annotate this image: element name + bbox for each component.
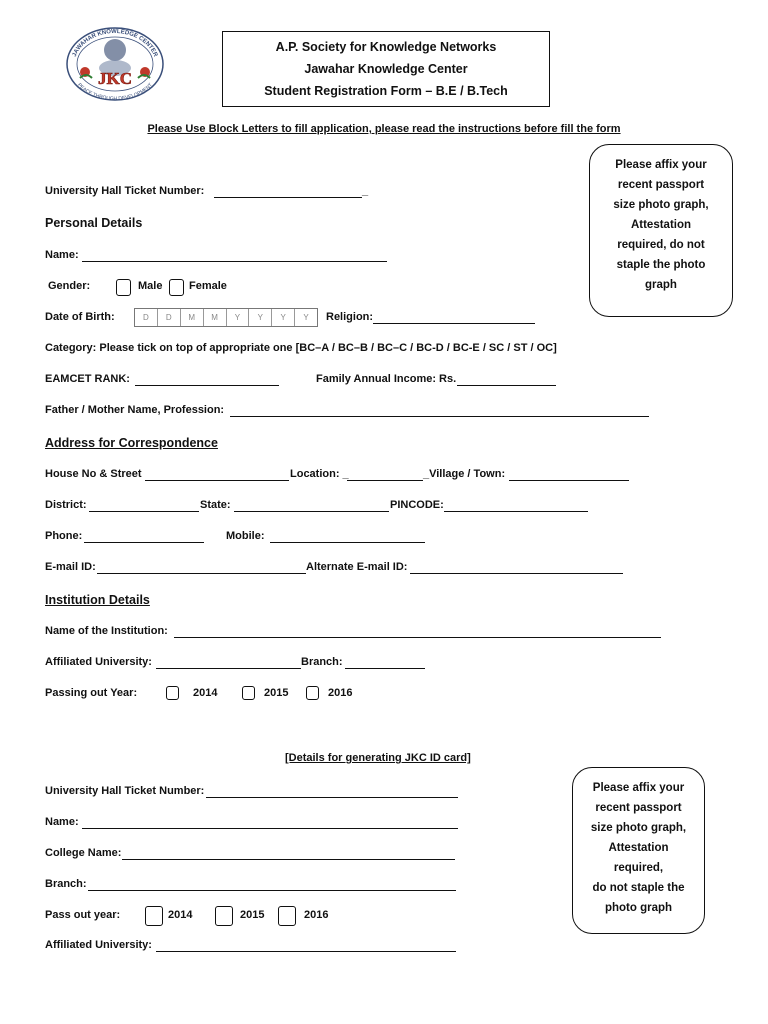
- title-center: Jawahar Knowledge Center: [304, 62, 468, 76]
- parent-label: Father / Mother Name, Profession:: [45, 404, 225, 416]
- dob-field[interactable]: [134, 308, 318, 327]
- photo-box-1: [589, 144, 733, 317]
- phone-field[interactable]: [84, 542, 204, 543]
- eamcet-label: EAMCET RANK:: [45, 373, 130, 385]
- village-field[interactable]: [509, 480, 629, 481]
- institution-name-field[interactable]: [174, 637, 661, 638]
- state-label: State:: [200, 499, 231, 511]
- photo-box-2-line: Attestation: [608, 842, 669, 854]
- location-label: Location: _: [290, 468, 349, 480]
- dob-cell[interactable]: D: [135, 309, 158, 326]
- photo-box-1-line: required, do not: [617, 239, 705, 251]
- dob-cell[interactable]: D: [158, 309, 181, 326]
- dob-cell[interactable]: Y: [303, 313, 309, 322]
- logo-arc-bottom: PEACE THROUGH DEVELOPMENT: [76, 82, 154, 102]
- passing-2015-label: 2015: [264, 687, 289, 699]
- photo-box-1-line: staple the photo: [616, 259, 706, 271]
- pincode-label: PINCODE:: [390, 499, 444, 511]
- photo-box-2-line: recent passport: [595, 802, 682, 814]
- card-hall-ticket-field[interactable]: [206, 797, 458, 798]
- hall-ticket-field[interactable]: [214, 197, 362, 198]
- gender-female-label: Female: [189, 280, 227, 292]
- parent-field[interactable]: [230, 416, 649, 417]
- logo-text: JKC: [98, 69, 132, 88]
- logo-arc-top: JAWAHAR KNOWLEDGE CENTER: [71, 28, 159, 58]
- photo-box-1-line: size photo graph,: [613, 199, 709, 211]
- dob-cell[interactable]: Y: [249, 309, 272, 326]
- house-label: House No & Street: [45, 468, 142, 480]
- title-box: [222, 31, 550, 107]
- state-field[interactable]: [234, 511, 389, 512]
- mobile-field[interactable]: [270, 542, 425, 543]
- photo-box-2-line: do not staple the: [592, 882, 685, 894]
- branch-label: Branch:: [301, 656, 343, 668]
- address-heading: Address for Correspondence: [45, 436, 218, 450]
- photo-box-2: [572, 767, 705, 934]
- location-field[interactable]: [347, 480, 423, 481]
- gender-male-label: Male: [138, 280, 163, 292]
- name-label: Name:: [45, 249, 79, 261]
- jkc-logo: [60, 22, 170, 102]
- dob-cell[interactable]: M: [204, 309, 227, 326]
- pincode-field[interactable]: [444, 511, 588, 512]
- photo-box-1-line: recent passport: [617, 179, 705, 191]
- card-college-label: College Name:: [45, 847, 122, 859]
- passing-2014-label: 2014: [193, 687, 218, 699]
- photo-box-1-line: graph: [645, 279, 677, 291]
- gender-male-checkbox[interactable]: [116, 279, 131, 296]
- card-pass-out-label: Pass out year:: [45, 909, 121, 921]
- affiliated-field[interactable]: [156, 668, 301, 669]
- alt-email-label: Alternate E-mail ID:: [306, 561, 408, 573]
- dob-cell[interactable]: Y: [272, 309, 295, 326]
- title-org: A.P. Society for Knowledge Networks: [275, 40, 497, 54]
- personal-details-heading: Personal Details: [45, 216, 143, 230]
- passing-2016-checkbox[interactable]: [306, 686, 319, 700]
- card-branch-label: Branch:: [45, 878, 87, 890]
- passing-year-label: Passing out Year:: [45, 687, 138, 699]
- card-hall-ticket-label: University Hall Ticket Number:: [45, 785, 205, 797]
- branch-field[interactable]: [345, 668, 425, 669]
- card-2015-label: 2015: [240, 909, 265, 921]
- card-2014-checkbox[interactable]: [145, 906, 163, 926]
- affiliated-label: Affiliated University:: [45, 656, 152, 668]
- income-field[interactable]: [457, 385, 556, 386]
- house-field[interactable]: [145, 480, 289, 481]
- card-affiliated-field[interactable]: [156, 951, 456, 952]
- jkc-card-heading: [Details for generating JKC ID card]: [285, 752, 471, 764]
- phone-label: Phone:: [45, 530, 83, 542]
- hall-ticket-suffix: _: [362, 185, 369, 197]
- card-2016-label: 2016: [304, 909, 329, 921]
- passing-2016-label: 2016: [328, 687, 353, 699]
- dob-label: Date of Birth:: [45, 311, 115, 323]
- gender-label: Gender:: [48, 280, 91, 292]
- card-affiliated-label: Affiliated University:: [45, 939, 152, 951]
- dob-cell[interactable]: Y: [227, 309, 250, 326]
- religion-label: Religion:: [326, 311, 374, 323]
- district-label: District:: [45, 499, 87, 511]
- income-label: Family Annual Income: Rs.: [316, 373, 457, 385]
- passing-2014-checkbox[interactable]: [166, 686, 179, 700]
- mobile-label: Mobile:: [226, 530, 265, 542]
- card-name-field[interactable]: [82, 828, 458, 829]
- institution-heading: Institution Details: [45, 593, 150, 607]
- village-label: _Village / Town:: [423, 468, 506, 480]
- title-form: Student Registration Form – B.E / B.Tech: [264, 84, 508, 98]
- category-label: Category: Please tick on top of appropriate one [BC–A / BC–B / BC–C / BC-D / BC-E / SC / ST / OC]: [45, 342, 557, 354]
- institution-name-label: Name of the Institution:: [45, 625, 168, 637]
- photo-box-2-line: Please affix your: [592, 782, 685, 794]
- dob-cell[interactable]: M: [181, 309, 204, 326]
- alt-email-field[interactable]: [410, 573, 623, 574]
- religion-field[interactable]: [373, 323, 535, 324]
- card-name-label: Name:: [45, 816, 79, 828]
- district-field[interactable]: [89, 511, 199, 512]
- hall-ticket-label: University Hall Ticket Number:: [45, 185, 205, 197]
- photo-box-2-line: required,: [613, 862, 664, 874]
- email-field[interactable]: [97, 573, 306, 574]
- email-label: E-mail ID:: [45, 561, 96, 573]
- gender-female-checkbox[interactable]: [169, 279, 184, 296]
- eamcet-field[interactable]: [135, 385, 279, 386]
- card-2014-label: 2014: [168, 909, 193, 921]
- passing-2015-checkbox[interactable]: [242, 686, 255, 700]
- photo-box-2-line: size photo graph,: [590, 822, 687, 834]
- card-branch-field[interactable]: [88, 890, 456, 891]
- card-2015-checkbox[interactable]: [215, 906, 233, 926]
- card-2016-checkbox[interactable]: [278, 906, 296, 926]
- photo-box-2-line: photo graph: [604, 902, 673, 914]
- logo-emblem-icon: [60, 22, 170, 102]
- photo-box-1-line: Attestation: [630, 219, 692, 231]
- name-field[interactable]: [82, 261, 387, 262]
- instruction-text: Please Use Block Letters to fill application, please read the instructions before fill the form: [147, 123, 621, 135]
- card-college-field[interactable]: [122, 859, 455, 860]
- photo-box-1-line: Please affix your: [615, 159, 707, 171]
